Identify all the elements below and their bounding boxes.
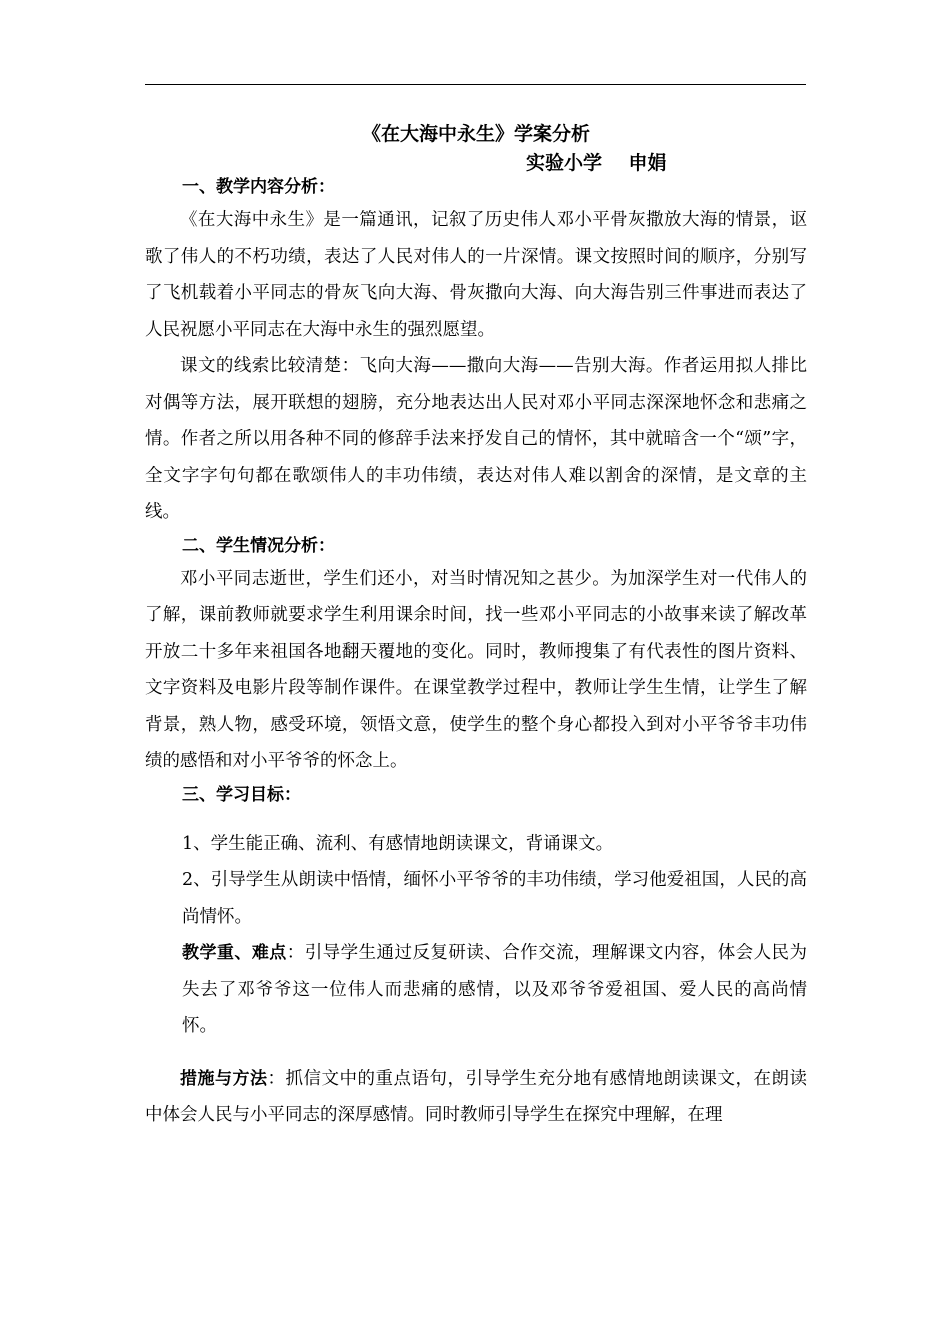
methods-text: ：抓信文中的重点语句，引导学生充分地有感情地朗读课文，在朗读中体会人民与小平同志的深厚感情。同时教师引导学生在探究中理解，在理 [145, 1068, 807, 1125]
paragraph: 课文的线索比较清楚：飞向大海——撒向大海——告别大海。作者运用拟人排比对偶等方法，展开联想的翅膀，充分地表达出人民对邓小平同志深深地怀念和悲痛之情。作者之所以用各种不同的修辞手法来抒发自己的情怀，其中就暗含一个“颂”字，全文字字句句都在歌颂伟人的丰功伟绩，表达对伟人难以割舍的深情，是文章的主线。 [145, 356, 807, 522]
key-points-text: ：引导学生通过反复研读、合作交流，理解课文内容，体会人民为失去了邓爷爷这一位伟人而悲痛的感情，以及邓爷爷爱祖国、爱人民的高尚情怀。 [182, 943, 808, 1036]
goal-item: 2、引导学生从朗读中悟情，缅怀小平爷爷的丰功伟绩，学习他爱祖国，人民的高尚情怀。 [182, 870, 807, 927]
spacer [145, 1045, 807, 1061]
methods-paragraph [145, 1061, 807, 1134]
section-heading-content-analysis: 一、教学内容分析： [182, 177, 335, 197]
document-author: 实验小学 申娟 [526, 152, 667, 174]
spacer [145, 810, 807, 826]
key-points-paragraph [145, 935, 807, 1045]
paragraph: 邓小平同志逝世，学生们还小，对当时情况知之甚少。为加深学生对一代伟人的了解，课前教师就要求学生利用课余时间，找一些邓小平同志的小故事来读了解改革开放二十多年来祖国各地翻天覆地的变化。同时，教师搜集了有代表性的图片资料、文字资料及电影片段等制作课件。在课堂教学过程中，教师让学生生情，让学生了解背景，熟人物，感受环境，领悟文意，使学生的整个身心都投入到对小平爷爷丰功伟绩的感悟和对小平爷爷的怀念上。 [145, 568, 807, 771]
section-heading-student-analysis: 二、学生情况分析： [182, 535, 335, 556]
document-title: 《在大海中永生》学案分析 [361, 123, 590, 145]
section-heading-learning-goals: 三、学习目标： [182, 784, 301, 805]
methods-label: 措施与方法 [180, 1068, 268, 1089]
header-rule [145, 84, 806, 85]
document-body [145, 172, 807, 1134]
paragraph: 《在大海中永生》是一篇通讯，记叙了历史伟人邓小平骨灰撒放大海的情景，讴歌了伟人的不朽功绩，表达了人民对伟人的一片深情。课文按照时间的顺序，分别写了飞机载着小平同志的骨灰飞向大海、骨灰撒向大海、向大海告别三件事进而表达了人民祝愿小平同志在大海中永生的强烈愿望。 [145, 210, 807, 340]
goal-item: 1、学生能正确、流利、有感情地朗读课文，背诵课文。 [182, 833, 614, 854]
key-points-label: 教学重、难点 [182, 943, 287, 963]
